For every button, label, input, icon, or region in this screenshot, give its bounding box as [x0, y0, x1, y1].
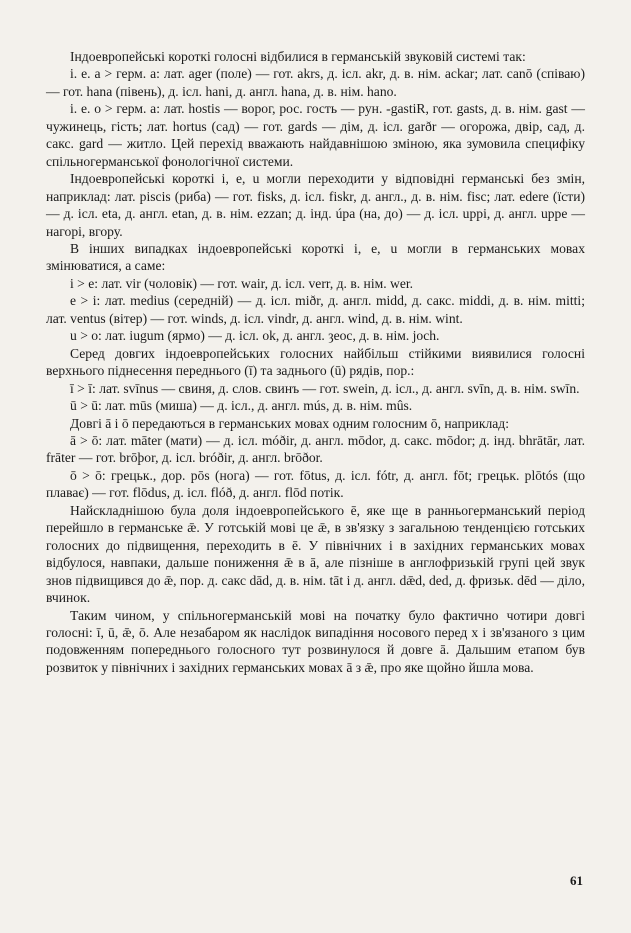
paragraph-long-vowels: Серед довгих індоевропейських голосних найбільш стійкими виявилися голосні верхнього піднесення переднього (ī) та заднього (ū) рядів, пор.:: [46, 345, 585, 379]
paragraph-conclusion: Таким чином, у спільногерманській мові на початку було фактично чотири довгі голосні: ī, ū, ǣ, ō. Але незабаром як наслідок випадіння носового перед x і зв'язаного з цим подовженням попереднього голосного тут розвинулося й довге ā. Дальшим етапом був розвиток у північних і західних германських мовах ā з ǣ, про яке щойно йшла мова.: [46, 607, 585, 675]
paragraph-intro: Індоевропейські короткі голосні відбилися в германській звуковій системі так:: [70, 49, 526, 64]
example-e-to-i: е > і: лат. medius (середній) — д. ісл. miðr, д. англ. midd, д. сакс. middi, д. в. нім. mitti; лат. ventus (вітер) — гот. winds, д. ісл. vindr, д. англ. wind, д. в. нім. wint.: [46, 293, 585, 326]
example-i-to-e: і > е: лат. vir (чоловік) — гот. wair, д. ісл. verr, д. в. нім. wer.: [70, 275, 414, 291]
paragraph-long-a-o: Довгі ā і ō передаються в германських мовах одним голосним ō, наприклад:: [70, 415, 509, 431]
body-text: [46, 48, 585, 676]
paragraph-other-cases: В інших випадках індоевропейські короткі і, е, u могли в германських мовах змінюватися, а саме:: [46, 240, 585, 274]
example-o-to-a: і. е. о > герм. а: лат. hostis — ворог, рос. гость — рун. -gastiR, гот. gasts, д. в. нім. gast — чужинець, гість; лат. hortus (сад) — гот. gards — дім, д. ісл. garðr — огорожа, двір, сад, д. сакс. gard — житло. Цей перехід вважають найдавнішою зміною, яка зумовила специфіку спільногерманської фонологічної системи.: [46, 101, 585, 169]
page-number: 61: [570, 873, 583, 888]
example-long-i: ī > ī: лат. svīnus — свиня, д. слов. свинъ — гот. swein, д. ісл., д. англ. svīn, д. в. нім. swīn.: [70, 380, 580, 396]
example-a-to-a: і. е. а > герм. а: лат. ager (поле) — гот. akrs, д. ісл. akr, д. в. нім. ackar; лат. canō (співаю) — гот. hana (півень), д. ісл. hani, д. англ. hana, д. в. нім. hano.: [46, 66, 585, 99]
example-long-a-to-o: ā > ō: лат. māter (мати) — д. ісл. móðir, д. англ. mōdor, д. сакс. mōdor; д. інд. bhrātār, лат. frāter — гот. brōþor, д. ісл. bróðir, д. англ. brōðor.: [46, 432, 585, 466]
example-long-o-to-o: ō > ō: грецьк., дор. pōs (нога) — гот. fōtus, д. ісл. fótr, д. англ. fōt; грецьк. plōtós (що плаває) — гот. flōdus, д. ісл. flóð, д. англ. flōd потік.: [46, 467, 585, 501]
example-long-u: ū > ū: лат. mūs (миша) — д. ісл., д. англ. mús, д. в. нім. mûs.: [70, 398, 413, 414]
example-u-to-o: u > о: лат. iugum (ярмо) — д. ісл. ok, д. англ. ȝeoc, д. в. нім. joch.: [70, 328, 440, 344]
paragraph-short-vowels: Індоевропейські короткі і, е, u могли переходити у відповідні германські без змін, наприклад: лат. piscis (риба) — гот. fisks, д. ісл. fiskr, д. англ., д. в. нім. fisc; лат. edere (їсти) — д. ісл. eta, д. англ. etan, д. в. нім. ezzan; д. інд. úpa (на, до) — д. ісл. uppi, д. англ. uppe — нагорі, вгору.: [46, 171, 585, 239]
paragraph-long-e: Найскладнішою була доля індоевропейського ē, яке ще в ранньогерманський період перейшло в германське ǣ. У готській мові це ǣ, в зв'язку з загальною тенденцією готських голосних до підвищення, переходить в ē. У північних і в західних германських мовах відбулося, навпаки, дальше пониження ǣ в ā, але пізніше в англофризькій групі цей звук знов підвищився до ǣ, пор. д. сакс dād, д. в. нім. tāt і д. англ. dǣd, ded, д. фризьк. dēd — діло, вчинок.: [46, 502, 585, 606]
